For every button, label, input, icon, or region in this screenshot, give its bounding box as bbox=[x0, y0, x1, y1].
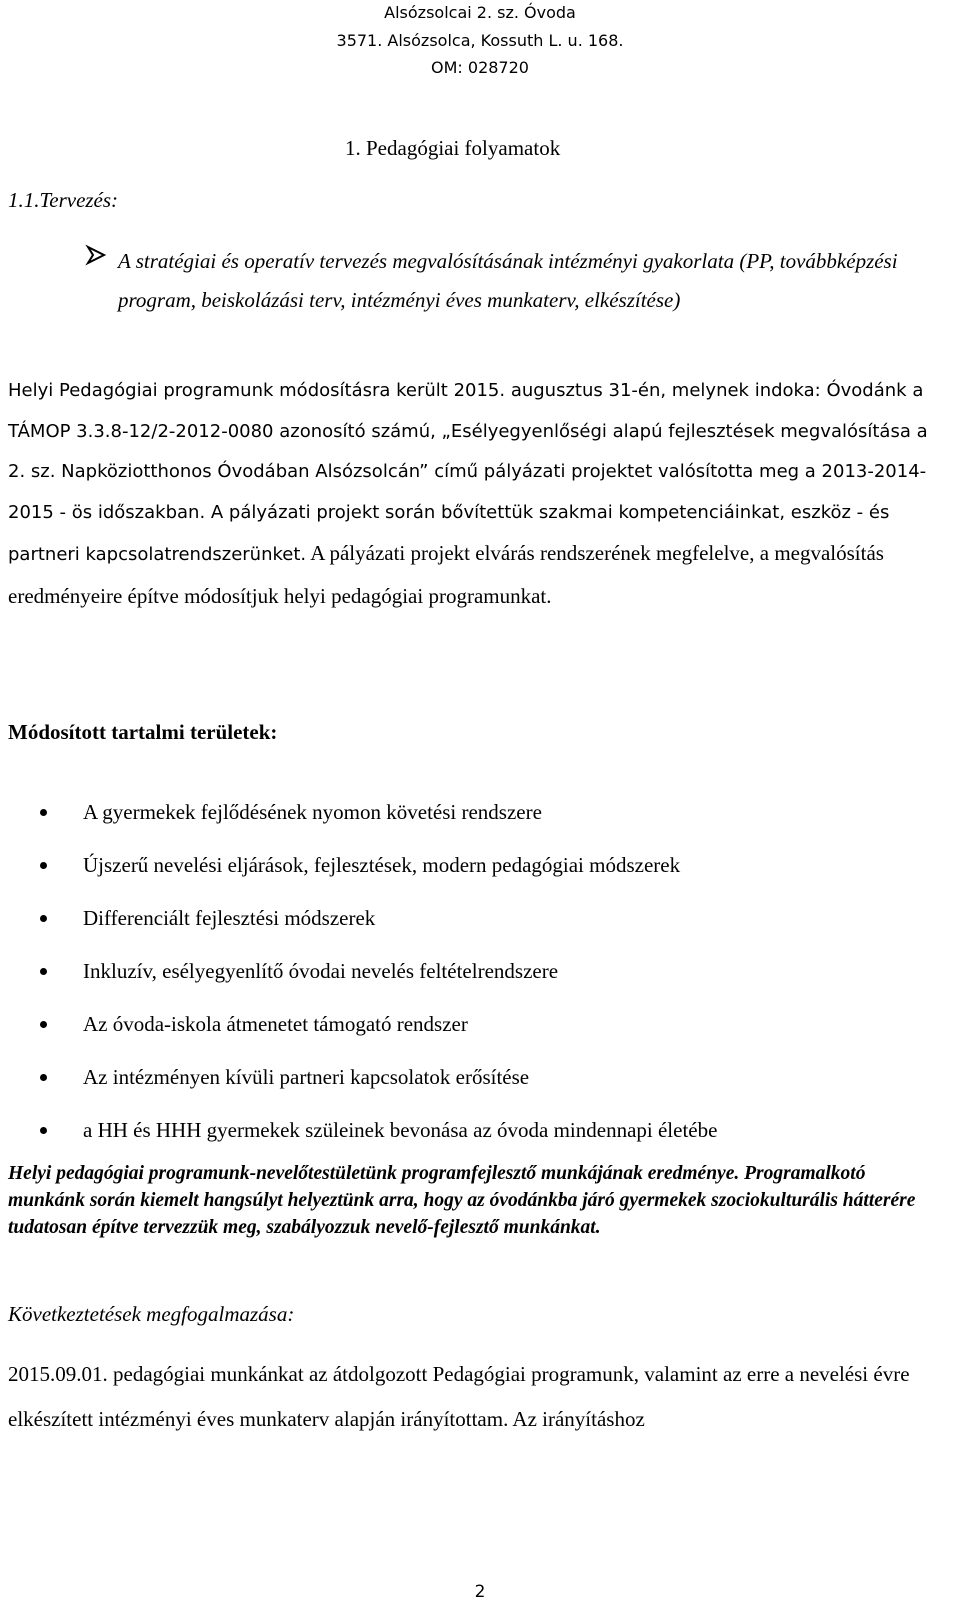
list-item-text: Differenciált fejlesztési módszerek bbox=[83, 906, 376, 930]
intro-paragraph-part1: Helyi Pedagógiai programunk módosításra került 2015. augusztus 31-én, melynek indoka: Óvodánk a TÁMOP 3.3.8-12/2-2012-0080 azonosító számú, „Esélyegyenlőségi alapú fejlesztések megvalósítása a 2. sz. Napköziotthonos Óvodában Alsózsolcán” című pályázati projektet valósította meg a 2013-2014-2015 - ös időszakban. bbox=[8, 380, 928, 523]
list-item-text: Inkluzív, esélyegyenlítő óvodai nevelés feltételrendszere bbox=[83, 959, 559, 983]
list-item bbox=[40, 1115, 920, 1145]
intro-paragraph-part2: A pályázati projekt során bővítettük szakmai kompetenciáinkat, eszköz - és partneri kapcsolatrendszerünket. bbox=[8, 501, 890, 565]
header-institution-name: Alsózsolcai 2. sz. Óvoda bbox=[384, 3, 576, 22]
list-item bbox=[40, 1062, 920, 1092]
list-item-text: a HH és HHH gyermekek szüleinek bevonása az óvoda mindennapi életébe bbox=[83, 1118, 718, 1142]
arrow-bullet-icon bbox=[85, 244, 107, 266]
intro-paragraph-part3: A pályázati projekt elvárás rendszerének megfelelve, a megvalósítás eredményeire építve módosítjuk helyi pedagógiai programunkat. bbox=[8, 541, 884, 608]
conclusions-heading: Következtetések megfogalmazása: bbox=[8, 1302, 295, 1326]
list-item bbox=[40, 850, 920, 880]
list-item bbox=[40, 797, 920, 827]
arrow-list-item bbox=[85, 242, 915, 320]
header-om-code: OM: 028720 bbox=[431, 58, 529, 77]
modified-areas-heading: Módosított tartalmi területek: bbox=[8, 720, 278, 744]
bullet-dot-icon bbox=[40, 809, 47, 816]
section-title: 1. Pedagógiai folyamatok bbox=[345, 136, 561, 160]
bullet-dot-icon bbox=[40, 1127, 47, 1134]
list-item-text: A gyermekek fejlődésének nyomon követési rendszere bbox=[83, 800, 542, 824]
arrow-item-text: A stratégiai és operatív tervezés megvalósításának intézményi gyakorlata (PP, továbbképzési program, beiskolázási terv, intézményi éves munkaterv, elkészítése) bbox=[118, 249, 898, 312]
subsection-title: 1.1.Tervezés: bbox=[8, 188, 119, 212]
program-result-paragraph: Helyi pedagógiai programunk-nevelőtestületünk programfejlesztő munkájának eredménye. Programalkotó munkánk során kiemelt hangsúlyt helyeztünk arra, hogy az óvodánkba járó gyermekek szociokulturális hátterére tudatosan építve tervezzük meg, szabályozzuk nevelő-fejlesztő munkánkat. bbox=[8, 1163, 916, 1238]
list-item bbox=[40, 903, 920, 933]
list-item bbox=[40, 956, 920, 986]
intro-paragraph bbox=[8, 371, 933, 618]
header-address: 3571. Alsózsolca, Kossuth L. u. 168. bbox=[336, 31, 624, 50]
list-item-text: Újszerű nevelési eljárások, fejlesztések, modern pedagógiai módszerek bbox=[83, 853, 681, 877]
page-number: 2 bbox=[474, 1582, 486, 1602]
list-item-text: Az óvoda-iskola átmenetet támogató rendszer bbox=[83, 1012, 468, 1036]
bullet-dot-icon bbox=[40, 915, 47, 922]
bullet-dot-icon bbox=[40, 1021, 47, 1028]
list-item bbox=[40, 1009, 920, 1039]
list-item-text: Az intézményen kívüli partneri kapcsolatok erősítése bbox=[83, 1065, 530, 1089]
bullet-dot-icon bbox=[40, 862, 47, 869]
conclusions-paragraph: 2015.09.01. pedagógiai munkánkat az átdolgozott Pedagógiai programunk, valamint az erre a nevelési évre elkészített intézményi éves munkaterv alapján irányítottam. Az irányításhoz bbox=[8, 1362, 910, 1431]
bullet-dot-icon bbox=[40, 968, 47, 975]
bullet-dot-icon bbox=[40, 1074, 47, 1081]
